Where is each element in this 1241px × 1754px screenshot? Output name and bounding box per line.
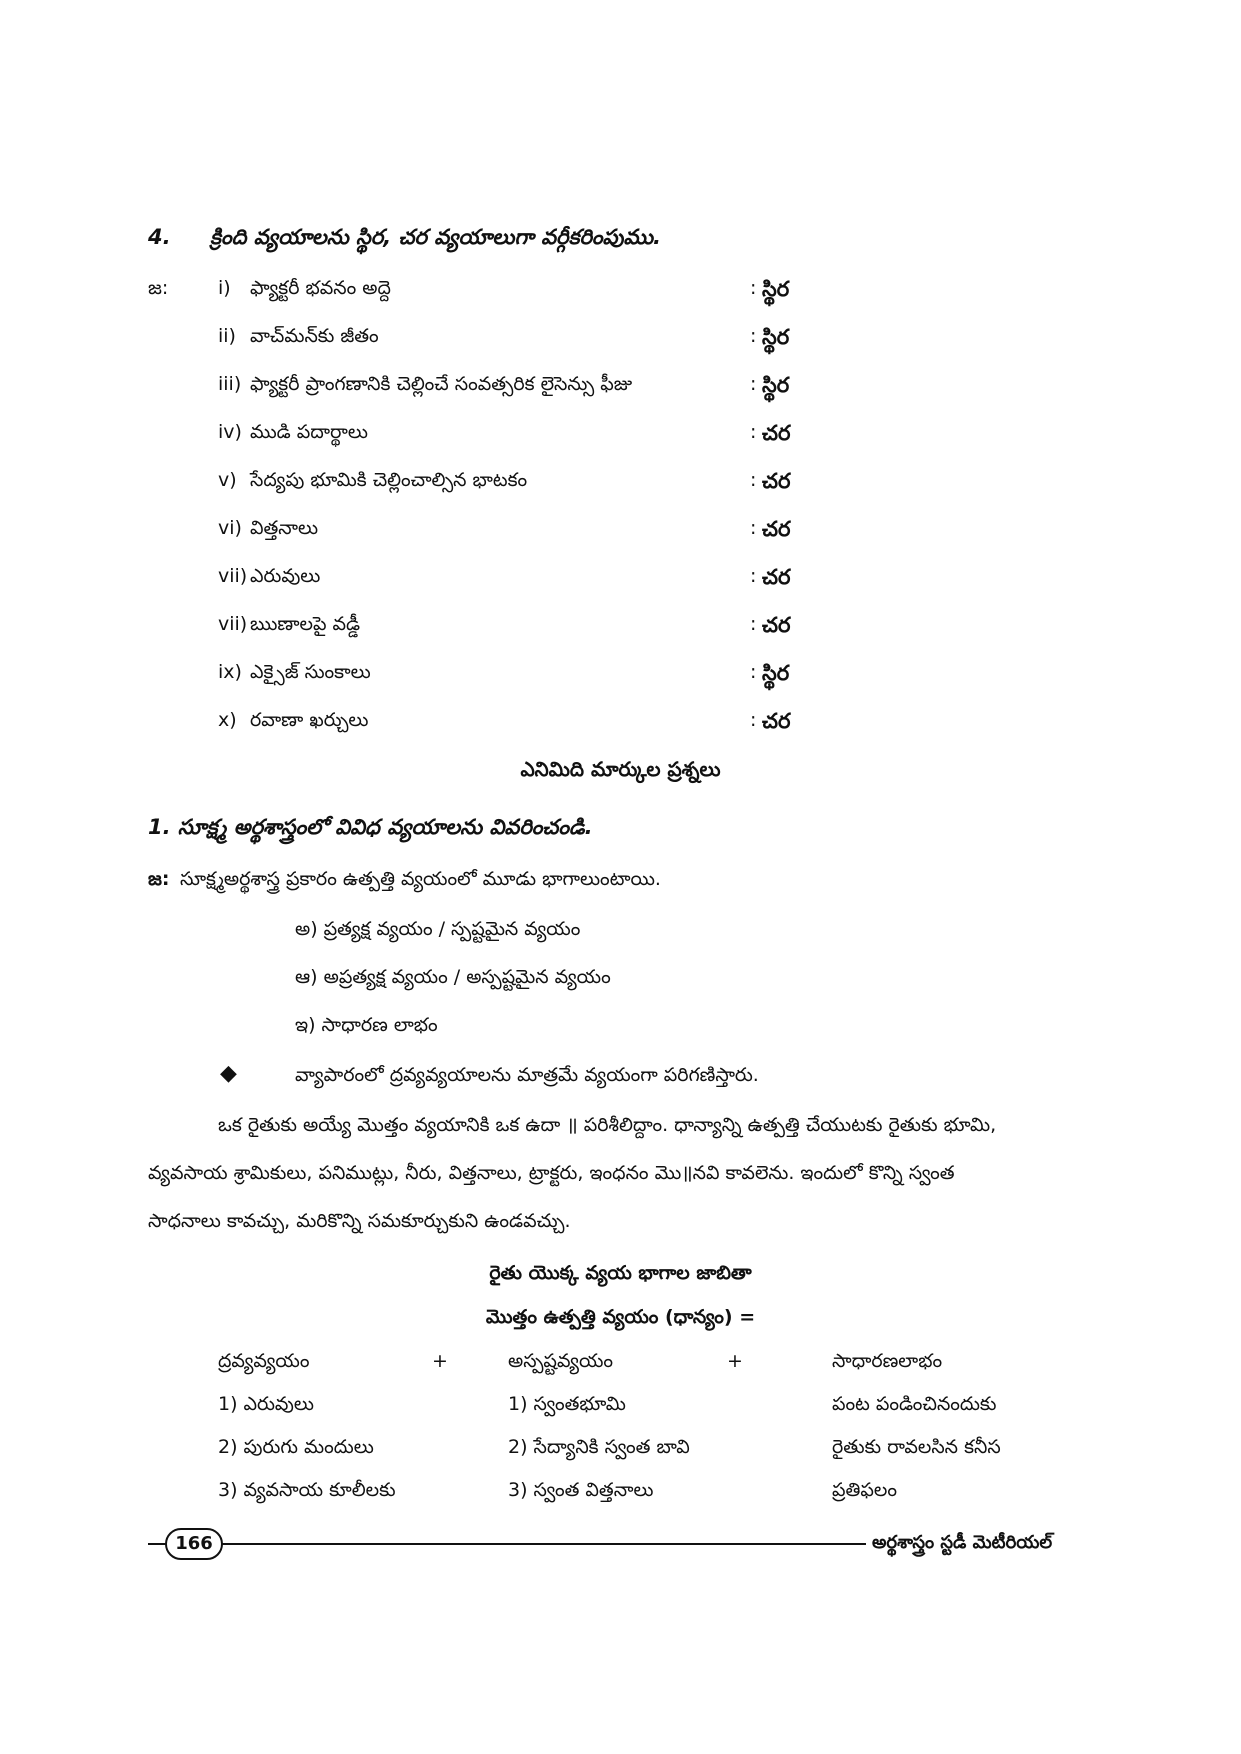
- item-answer: స్థిర: [762, 373, 790, 397]
- list-item: [0, 517, 1241, 557]
- item-colon: :: [750, 325, 757, 347]
- item-text: విత్తనాలు: [250, 517, 319, 539]
- item-number: vii): [218, 613, 248, 635]
- table-cell: 3) వ్యవసాయ కూలీలకు: [218, 1479, 396, 1501]
- item-colon: :: [750, 565, 757, 587]
- item-colon: :: [750, 469, 757, 491]
- item-number: x): [218, 709, 237, 731]
- column-header-implicit-cost: అస్పష్టవ్యయం: [508, 1350, 614, 1372]
- item-answer: స్థిర: [762, 661, 790, 685]
- item-answer: చర: [762, 469, 791, 493]
- item-text: ఋణాలపై వడ్డీ: [250, 613, 361, 635]
- table-cell: 1) ఎరువులు: [218, 1393, 314, 1415]
- item-number: v): [218, 469, 237, 491]
- table-cell: ప్రతిఫలం: [832, 1479, 897, 1501]
- item-colon: :: [750, 613, 757, 635]
- item-answer: చర: [762, 421, 791, 445]
- table-cell: 3) స్వంత విత్తనాలు: [508, 1479, 654, 1501]
- question1-intro: సూక్ష్మఅర్థశాస్త్ర ప్రకారం ఉత్పత్తి వ్యయంలో మూడు భాగాలుంటాయి.: [180, 868, 661, 890]
- list-item: [0, 613, 1241, 653]
- list-item: [0, 709, 1241, 749]
- plus-sign: +: [432, 1350, 448, 1372]
- item-answer: చర: [762, 517, 791, 541]
- table-cell: 2) సేద్యానికి స్వంత బావి: [508, 1436, 690, 1458]
- table-cell: 1) స్వంతభూమి: [508, 1393, 626, 1415]
- cost-table-equation: మొత్తం ఉత్పత్తి వ్యయం (ధాన్యం) =: [485, 1306, 756, 1328]
- column-header-normal-profit: సాధారణలాభం: [832, 1350, 943, 1372]
- item-text: వాచ్‌మన్‌కు జీతం: [250, 325, 379, 347]
- item-text: ఫ్యాక్టరీ భవనం అద్దె: [250, 277, 391, 299]
- item-answer: చర: [762, 565, 791, 589]
- table-cell: రైతుకు రావలసిన కనీస: [832, 1436, 1001, 1458]
- cost-part-explicit: అ) ప్రత్యక్ష వ్యయం / స్పష్టమైన వ్యయం: [295, 918, 581, 940]
- question4-answer-label: జ:: [148, 277, 169, 299]
- item-number: vii): [218, 565, 248, 587]
- item-text: ఎరువులు: [250, 565, 321, 587]
- item-number: ix): [218, 661, 242, 683]
- paragraph-line: వ్యవసాయ శ్రామికులు, పనిముట్లు, నీరు, విత్తనాలు, ట్రాక్టరు, ఇంధనం మొ॥నవి కావలెను. ఇందులో కొన్ని స్వంత: [148, 1162, 955, 1184]
- item-answer: చర: [762, 709, 791, 733]
- cost-part-normal-profit: ఇ) సాధారణ లాభం: [295, 1014, 438, 1036]
- section-heading: ఎనిమిది మార్కుల ప్రశ్నలు: [520, 757, 721, 781]
- question1-answer-label: జ:: [148, 868, 170, 890]
- list-item: [0, 373, 1241, 413]
- item-number: i): [218, 277, 231, 299]
- item-colon: :: [750, 373, 757, 395]
- list-item: [0, 325, 1241, 365]
- list-item: [0, 277, 1241, 317]
- item-colon: :: [750, 517, 757, 539]
- cost-part-implicit: ఆ) అప్రత్యక్ష వ్యయం / అస్పష్టమైన వ్యయం: [295, 966, 611, 988]
- item-answer: స్థిర: [762, 325, 790, 349]
- item-answer: స్థిర: [762, 277, 790, 301]
- footer-book-title: అర్థశాస్త్రం స్టడీ మెటీరియల్: [872, 1532, 1053, 1553]
- item-number: vi): [218, 517, 242, 539]
- list-item: [0, 469, 1241, 509]
- question4-number: 4.: [148, 225, 171, 249]
- plus-sign: +: [727, 1350, 743, 1372]
- item-colon: :: [750, 421, 757, 443]
- bullet-text: వ్యాపారంలో ద్రవ్యవ్యయాలను మాత్రమే వ్యయంగా పరిగణిస్తారు.: [295, 1064, 759, 1086]
- table-cell: పంట పండించినందుకు: [832, 1393, 997, 1415]
- cost-table-title: రైతు యొక్క వ్యయ భాగాల జాబితా: [489, 1262, 752, 1284]
- item-text: ముడి పదార్థాలు: [250, 421, 368, 443]
- paragraph-line: సాధనాలు కావచ్చు, మరికొన్ని సమకూర్చుకుని ఉండవచ్చు.: [148, 1210, 571, 1232]
- item-text: ఎక్సైజ్ సుంకాలు: [250, 661, 371, 683]
- item-text: సేద్యపు భూమికి చెల్లించాల్సిన భాటకం: [250, 469, 528, 491]
- question4-title: క్రింది వ్యయాలను స్థిర, చర వ్యయాలుగా వర్గీకరింపుము.: [210, 225, 661, 249]
- item-answer: చర: [762, 613, 791, 637]
- item-number: iv): [218, 421, 242, 443]
- footer-rule: [218, 1543, 866, 1545]
- question1-title: 1. సూక్ష్మ అర్థశాస్త్రంలో వివిధ వ్యయాలను వివరించండి.: [148, 815, 593, 839]
- list-item: [0, 661, 1241, 701]
- item-text: ఫ్యాక్టరీ ప్రాంగణానికి చెల్లించే సంవత్సరిక లైసెన్సు ఫీజు: [250, 373, 633, 395]
- item-number: iii): [218, 373, 242, 395]
- item-number: ii): [218, 325, 236, 347]
- item-colon: :: [750, 277, 757, 299]
- diamond-bullet-icon: ◆: [220, 1061, 237, 1086]
- item-colon: :: [750, 661, 757, 683]
- list-item: [0, 565, 1241, 605]
- paragraph-line: ఒక రైతుకు అయ్యే మొత్తం వ్యయానికి ఒక ఉదా ॥ పరిశీలిద్దాం. ధాన్యాన్ని ఉత్పత్తి చేయుటకు రైతుకు భూమి,: [218, 1114, 997, 1136]
- column-header-money-cost: ద్రవ్యవ్యయం: [218, 1350, 310, 1372]
- table-cell: 2) పురుగు మందులు: [218, 1436, 374, 1458]
- item-colon: :: [750, 709, 757, 731]
- list-item: [0, 421, 1241, 461]
- item-text: రవాణా ఖర్చులు: [250, 709, 369, 731]
- page-number: 166: [165, 1528, 223, 1560]
